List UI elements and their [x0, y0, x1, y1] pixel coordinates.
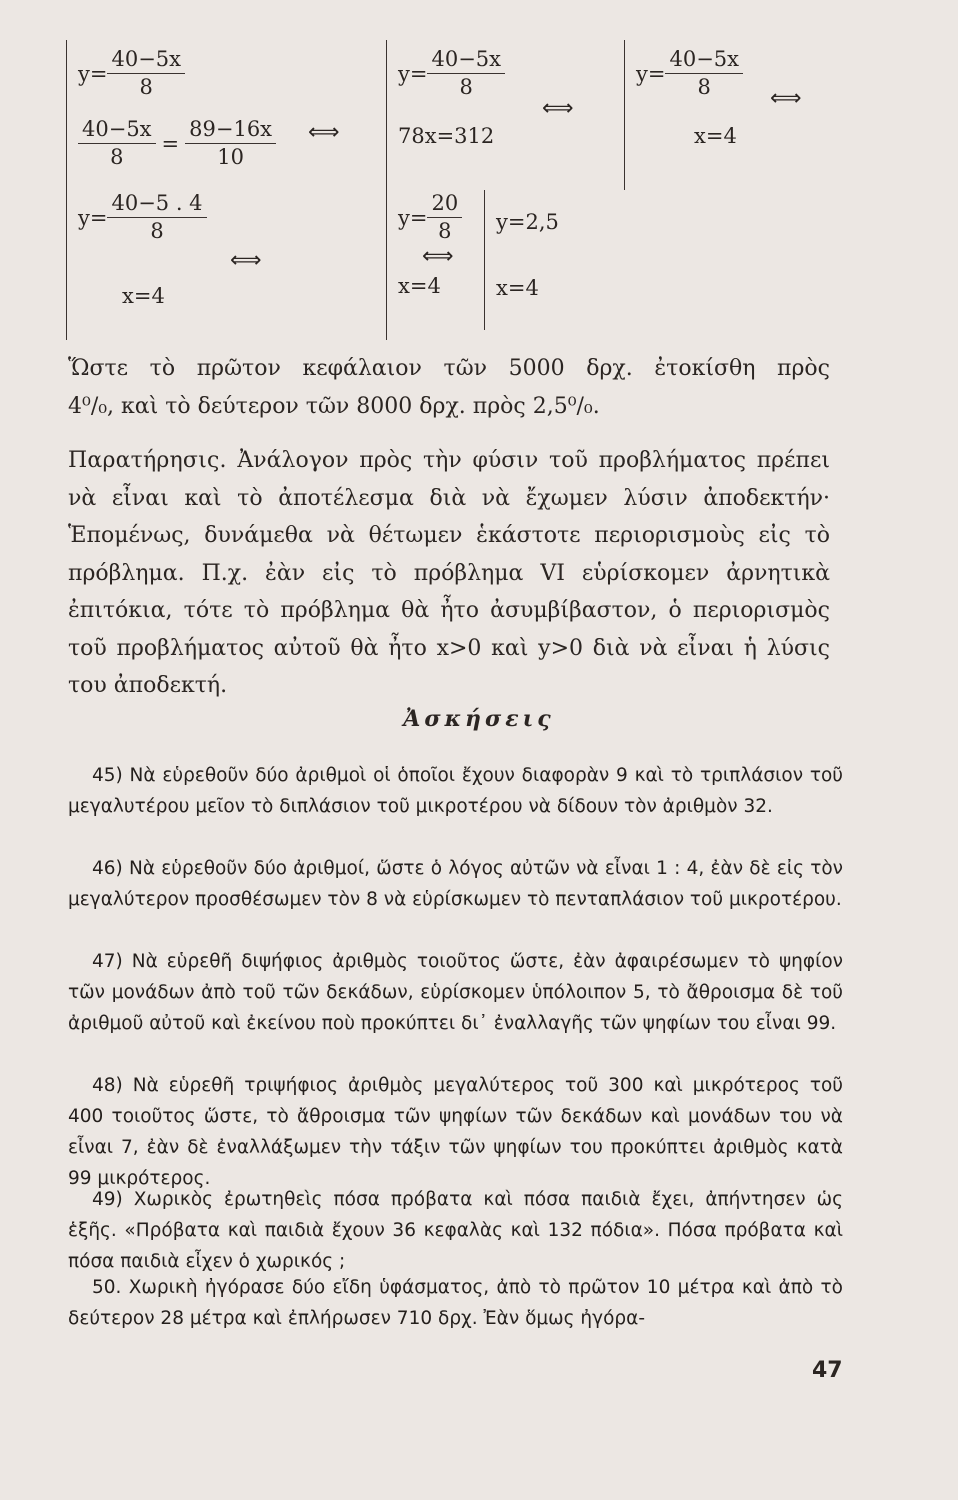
exercise-text: 47) Νὰ εὑρεθῆ διψήφιος ἀριθμὸς τοιοῦτος ὥστε, ἐὰν ἀφαιρέσωμεν τὸ ψηφίον τῶν μονάδων ἀπὸ τοῦ τῶν δεκάδων, εὑρίσκομεν ὑπόλοιπον 5, τὸ ἄθροισμα δὲ τοῦ ἀριθμοῦ αὐτοῦ καὶ ἐκείνου ποὺ προκύπτει δι᾽ ἐναλλαγῆς τῶν ψηφίων του εἶναι 99. [68, 951, 843, 1034]
fraction [107, 192, 206, 243]
numerator: 20 [427, 192, 462, 218]
conclusion-line-2: 4⁰/₀, καὶ τὸ δεύτερον τῶν 8000 δρχ. πρὸς 2,5⁰/₀. [68, 394, 600, 419]
equation-text: x=4 [694, 124, 737, 148]
exercise-48 [68, 1070, 843, 1194]
equivalence-arrow-icon: ⟺ [308, 120, 340, 145]
denominator: 10 [217, 145, 244, 170]
fraction [78, 118, 156, 169]
exercise-46 [68, 853, 843, 915]
exercise-text: 49) Χωρικὸς ἐρωτηθεὶς πόσα πρόβατα καὶ πόσα παιδιὰ ἔχει, ἀπήντησεν ὡς ἑξῆς. «Πρόβατα καὶ παιδιὰ ἔχουν 36 κεφαλὰς καὶ 132 πόδια». Πόσα πρόβατα καὶ πόσα παιδιὰ εἶχεν ὁ χωρικός ; [68, 1189, 843, 1272]
lhs: y= [78, 205, 108, 230]
equation-system-1 [66, 40, 336, 340]
fraction [427, 192, 462, 243]
system-1-row-4 [122, 284, 165, 308]
numerator: 40−5x [427, 48, 505, 74]
equivalence-arrow-icon: ⟺ [542, 96, 574, 121]
exercise-text: 45) Νὰ εὑρεθοῦν δύο ἀριθμοὶ οἱ ὁποῖοι ἔχουν διαφορὰν 9 καὶ τὸ τριπλάσιον τοῦ μεγαλυτέρου μεῖον τὸ διπλάσιον τοῦ μικροτέρου νὰ δίδουν τὸν ἀριθμὸν 32. [68, 765, 843, 817]
numerator: 40−5x [107, 48, 185, 74]
system-3-row-2 [694, 124, 737, 148]
page-number: 47 [812, 1358, 843, 1383]
system-4-row-2 [496, 276, 539, 300]
equals-sign: = [161, 131, 180, 156]
denominator: 8 [150, 219, 164, 244]
system-4-row-1 [496, 210, 559, 234]
exercise-text: 50. Χωρικὴ ἠγόρασε δύο εἴδη ὑφάσματος, ἀπὸ τὸ πρῶτον 10 μέτρα καὶ ἀπὸ τὸ δεύτερον 28 μέτρα καὶ ἐπλήρωσεν 710 δρχ. Ἐὰν ὅμως ἠγόρα- [68, 1277, 843, 1329]
system-brace [386, 40, 387, 340]
exercise-49 [68, 1184, 843, 1277]
system-brace [484, 190, 485, 330]
denominator: 8 [110, 145, 124, 170]
conclusion-line-1: Ὥστε τὸ πρῶτον κεφάλαιον τῶν 5000 δρχ. ἐτοκίσθη πρὸς [68, 356, 830, 381]
numerator: 40−5x [665, 48, 743, 74]
fraction [427, 48, 505, 99]
lhs: y= [398, 61, 428, 86]
numerator: 40−5 . 4 [107, 192, 206, 218]
remark-text: Ἀνάλογον πρὸς τὴν φύσιν τοῦ προβλήματος πρέπει νὰ εἶναι καὶ τὸ ἀποτέλεσμα διὰ νὰ ἔχωμεν λύσιν ἀποδεκτήν· Ἑπομένως, δυνάμεθα νὰ θέτωμεν ἑκάστοτε περιορισμοὺς εἰς τὸ πρόβλημα. Π.χ. ἐὰν εἰς τὸ πρόβλημα VI εὑρίσκομεν ἀρνητικὰ ἐπιτόκια, τότε τὸ πρόβλημα θὰ ἦτο ἀσυμβίβαστον, ὁ περιορισμὸς τοῦ προβλήματος αὐτοῦ θὰ ἦτο x>0 καὶ y>0 διὰ νὰ εἶναι ἡ λύσις του ἀποδεκτή. [68, 448, 830, 698]
fraction [665, 48, 743, 99]
numerator: 40−5x [78, 118, 156, 144]
fraction [107, 48, 185, 99]
exercise-text: 48) Νὰ εὑρεθῆ τριψήφιος ἀριθμὸς μεγαλύτερος τοῦ 300 καὶ μικρότερος τοῦ 400 τοιοῦτος ὥστε, τὸ ἄθροισμα τῶν ψηφίων τῶν δεκάδων καὶ μονάδων του νὰ εἶναι 7, ἐὰν δὲ ἐναλλάξωμεν τὴν τάξιν τῶν ψηφίων του προκύπτει ἀριθμὸς κατὰ 99 μικρότερος. [68, 1075, 843, 1189]
equation-system-4 [484, 190, 624, 330]
remark-paragraph [68, 442, 830, 705]
remark-label: Παρατήρησις. [68, 448, 227, 473]
fraction [185, 118, 276, 169]
denominator: 8 [139, 75, 153, 100]
equation-text: x=4 [122, 284, 165, 308]
system-2-row-4 [398, 274, 441, 298]
exercise-47 [68, 946, 843, 1039]
numerator: 89−16x [185, 118, 276, 144]
exercise-50 [68, 1272, 843, 1334]
equation-text: x=4 [398, 274, 441, 298]
exercise-45 [68, 760, 843, 822]
system-2-row-3 [398, 192, 462, 243]
equation-system-3 [624, 40, 754, 340]
system-brace [624, 40, 625, 190]
system-2-row-2 [398, 124, 494, 148]
equation-text: x=4 [496, 276, 539, 300]
system-brace [66, 40, 67, 340]
denominator: 8 [459, 75, 473, 100]
equation-text: 78x=312 [398, 124, 495, 148]
section-title: Ἀσκήσεις [403, 706, 555, 732]
equivalence-arrow-icon: ⟺ [422, 244, 454, 269]
conclusion-paragraph [68, 350, 830, 426]
system-2-row-1 [398, 48, 505, 99]
lhs: y= [398, 205, 428, 230]
denominator: 8 [438, 219, 452, 244]
system-1-row-1 [78, 48, 185, 99]
denominator: 8 [697, 75, 711, 100]
lhs: y= [78, 61, 108, 86]
system-3-row-1 [636, 48, 743, 99]
lhs: y= [636, 61, 666, 86]
equivalence-arrow-icon: ⟺ [230, 248, 262, 273]
exercise-text: 46) Νὰ εὑρεθοῦν δύο ἀριθμοί, ὥστε ὁ λόγος αὐτῶν νὰ εἶναι 1 : 4, ἐὰν δὲ εἰς τὸν μεγαλύτερον προσθέσωμεν τὸν 8 νὰ εὑρίσκωμεν τὸ πενταπλάσιον τοῦ μικροτέρου. [68, 858, 843, 910]
system-1-row-2 [78, 118, 276, 169]
equation-text: y=2,5 [496, 210, 559, 234]
system-1-row-3 [78, 192, 207, 243]
equivalence-arrow-icon: ⟺ [770, 86, 802, 111]
